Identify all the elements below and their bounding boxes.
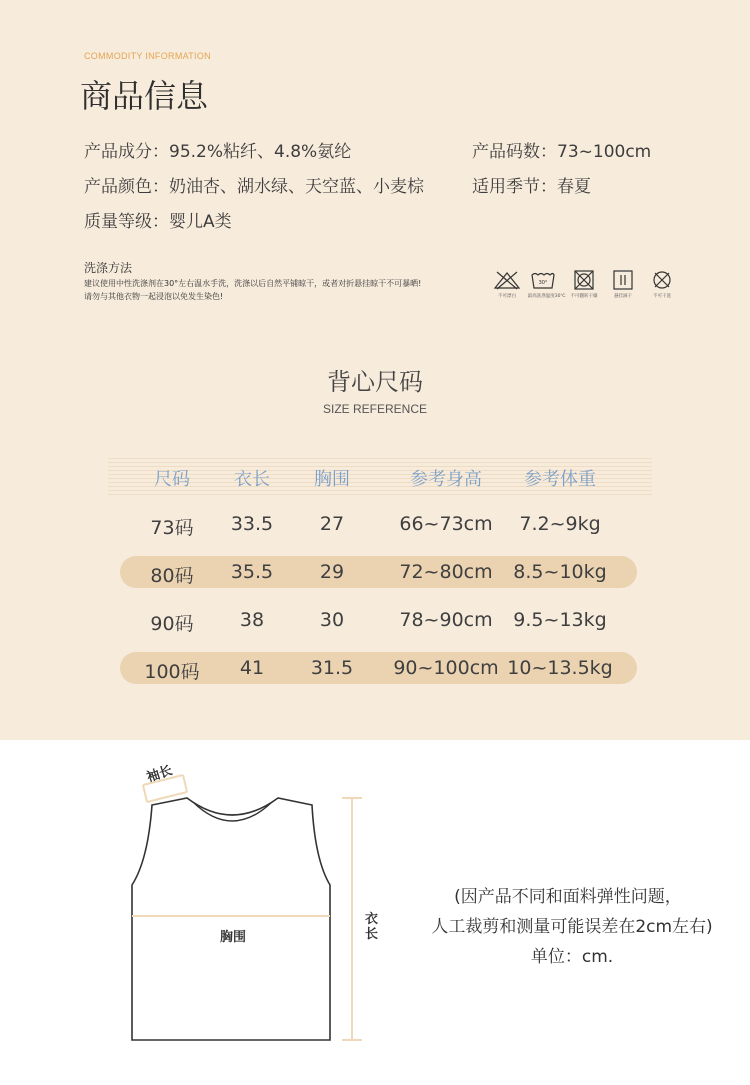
- note-line-2: 人工裁剪和测量可能误差在2cm左右): [431, 917, 713, 937]
- table-cell: 38: [239, 609, 265, 631]
- table-cell: 80码: [150, 565, 194, 587]
- table-cell: 31.5: [310, 657, 354, 679]
- table-cell: 10~13.5kg: [507, 657, 613, 679]
- table-cell: 90~100cm: [393, 657, 499, 679]
- page-title: 商品信息: [80, 77, 209, 115]
- table-cell: 7.2~9kg: [519, 513, 601, 535]
- grade-text: 质量等级：婴儿A类: [84, 212, 232, 232]
- length-label-1: 衣: [365, 912, 379, 927]
- wash-30-text: 30°: [538, 280, 548, 286]
- table-cell: 72~80cm: [399, 561, 493, 583]
- sleeve-label: 袖长: [144, 763, 175, 786]
- table-cell: 27: [319, 513, 345, 535]
- table-header-cell: 参考身高: [410, 469, 482, 490]
- measurement-section: [0, 740, 750, 1085]
- table-cell: 41: [239, 657, 265, 679]
- size-section-subtitle: SIZE REFERENCE: [322, 402, 427, 416]
- table-cell: 35.5: [230, 561, 274, 583]
- table-cell: 29: [319, 561, 345, 583]
- no-dry-clean-caption: 不可干洗: [652, 293, 671, 299]
- size-range-text: 产品码数：73~100cm: [472, 142, 652, 162]
- wash-method-title: 洗涤方法: [84, 261, 133, 275]
- season-text: 适用季节：春夏: [472, 177, 591, 197]
- note-line-1: (因产品不同和面料弹性问题，: [454, 887, 682, 907]
- wash-30-caption: 最高洗涤温度30℃: [527, 293, 566, 299]
- table-cell: 30: [319, 609, 345, 631]
- table-header-cell: 衣长: [234, 469, 270, 490]
- hang-dry-caption: 悬挂滴干: [613, 293, 632, 299]
- section-eyebrow: COMMODITY INFORMATION: [84, 51, 211, 61]
- table-cell: 100码: [144, 661, 200, 683]
- no-dry-clean-icon: [645, 270, 679, 299]
- table-cell: 90码: [150, 613, 194, 635]
- size-section-title: 背心尺码: [327, 368, 423, 396]
- table-cell: 9.5~13kg: [513, 609, 607, 631]
- no-bleach-caption: 不可漂白: [497, 293, 516, 299]
- length-label-2: 长: [365, 927, 379, 942]
- table-cell: 73码: [150, 517, 194, 539]
- hang-dry-icon: [606, 270, 640, 299]
- table-header-cell: 参考体重: [524, 469, 596, 490]
- table-header-cell: 胸围: [314, 469, 350, 490]
- no-tumble-dry-caption: 不可翻转干燥: [570, 293, 598, 299]
- table-header-cell: 尺码: [154, 469, 190, 490]
- table-cell: 78~90cm: [399, 609, 493, 631]
- wash-method-text: [84, 277, 474, 303]
- table-cell: 66~73cm: [399, 513, 493, 535]
- composition-text: 产品成分：95.2%粘纤、4.8%氨纶: [84, 142, 352, 162]
- wash-line-2: 请勿与其他衣物一起浸泡以免发生染色!: [84, 292, 224, 301]
- no-tumble-dry-icon: [567, 270, 601, 299]
- table-cell: 33.5: [230, 513, 274, 535]
- table-cell: 8.5~10kg: [513, 561, 607, 583]
- wash-30-icon: [526, 270, 566, 299]
- chest-label: 胸围: [220, 930, 247, 945]
- wash-line-1: 建议使用中性洗涤剂在30°左右温水手洗，洗涤以后自然平铺晾干，或者对折悬挂晾干不可暴晒!: [84, 279, 422, 288]
- colors-text: 产品颜色：奶油杏、湖水绿、天空蓝、小麦棕: [84, 177, 424, 197]
- no-bleach-icon: [490, 270, 524, 299]
- note-line-3: 单位：cm.: [530, 947, 614, 967]
